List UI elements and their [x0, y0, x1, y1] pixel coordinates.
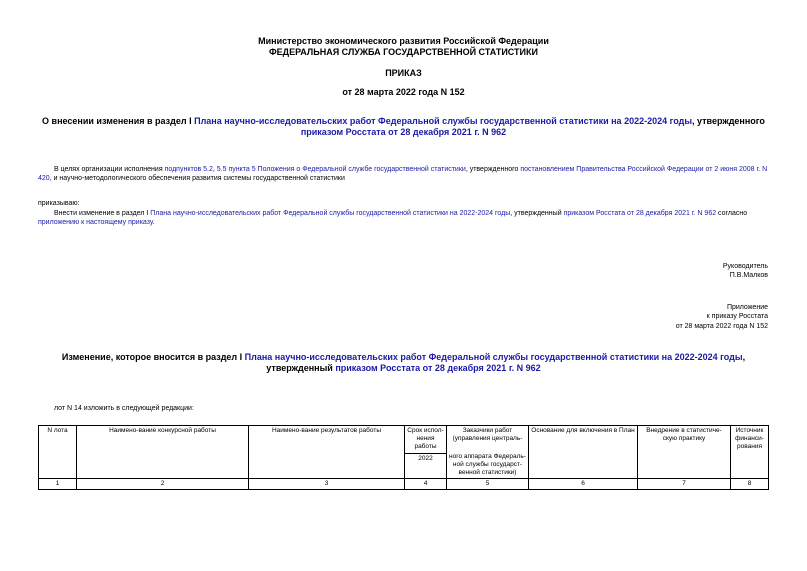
header-customers-text: Заказчики работ (управления централь-	[452, 427, 523, 442]
preamble-resolution-link[interactable]: постановлением Правительства Российской Федерации от 2 июня 2008 г. N 420	[38, 166, 768, 182]
column-number: 8	[731, 479, 769, 490]
title-order-link[interactable]: приказом Росстата от 28 декабря 2021 г. N 962	[300, 127, 507, 137]
service-name: ФЕДЕРАЛЬНАЯ СЛУЖБА ГОСУДАРСТВЕННОЙ СТАТИСТИКИ	[269, 47, 538, 57]
order-text-2: , утвержденный	[510, 210, 564, 217]
preamble-text-3: , и научно-методологического обеспечения развития системы государственной статистики	[49, 175, 345, 182]
appendix-line-2: к приказу Росстата	[706, 313, 768, 320]
header-customers-cont: ного аппарата Федераль-ной службы государст-венной статистики)	[449, 453, 526, 476]
header-deadline-text: Срок испол-нения работы	[407, 427, 444, 450]
change-title-mid: ,	[742, 352, 746, 362]
order-appendix-link[interactable]: приложению к настоящему приказу	[38, 219, 153, 226]
title-plan-link[interactable]: Плана научно-исследовательских работ Федеральной службы государственной статистики на 2022-2024 годы	[194, 116, 693, 126]
preamble-regulation-link[interactable]: подпунктов 5.2, 5.5 пункта 5 Положения о Федеральной службе государственной статистики	[164, 166, 466, 173]
header-customers	[447, 426, 529, 479]
lot-note: лот N 14 изложить в следующей редакции:	[54, 405, 194, 412]
change-title-order-link[interactable]: приказом Росстата от 28 декабря 2021 г. N 962	[335, 363, 541, 373]
appendix-line-1: Приложение	[726, 304, 768, 311]
table-header-row	[39, 426, 769, 479]
title-prefix: О внесении изменения в раздел I	[42, 116, 195, 126]
order-text-4: .	[152, 219, 155, 226]
column-number: 5	[447, 479, 529, 490]
column-number: 2	[77, 479, 249, 490]
preamble-text-1: В целях организации исполнения	[54, 166, 165, 173]
signature-name: П.В.Малков	[729, 272, 768, 279]
document-title	[40, 116, 767, 138]
header-basis: Основание для включения в План	[529, 426, 638, 479]
header-deadline	[405, 426, 447, 479]
change-title	[40, 352, 767, 374]
column-number: 7	[638, 479, 731, 490]
order-paragraph	[38, 209, 770, 227]
document-type: ПРИКАЗ	[385, 68, 422, 78]
title-mid: , утвержденного	[692, 116, 765, 126]
table-row	[39, 479, 769, 490]
document-date-number: от 28 марта 2022 года N 152	[342, 87, 465, 97]
signature-role: Руководитель	[722, 263, 768, 270]
header-implementation: Внедрение в статистиче-скую практику	[638, 426, 731, 479]
order-rosstat-link[interactable]: приказом Росстата от 28 декабря 2021 г. N 962	[563, 210, 717, 217]
column-number: 1	[39, 479, 77, 490]
header-year: 2022	[405, 453, 446, 465]
preamble-paragraph	[38, 165, 770, 183]
appendix-line-3: от 28 марта 2022 года N 152	[675, 323, 768, 330]
preamble-text-2: , утвержденного	[465, 166, 521, 173]
header-lot-number: N лота	[39, 426, 77, 479]
column-number: 3	[249, 479, 405, 490]
header-funding-source: Источник финанси-рования	[731, 426, 769, 479]
change-title-line2: утвержденный	[266, 363, 336, 373]
order-text-1: Внести изменение в раздел I	[54, 210, 151, 217]
header-result-name: Наимено-вание результатов работы	[249, 426, 405, 479]
order-plan-link[interactable]: Плана научно-исследовательских работ Федеральной службы государственной статистики на 2022-2024 годы	[150, 210, 511, 217]
change-title-plan-link[interactable]: Плана научно-исследовательских работ Федеральной службы государственной статистики на 2022-2024 годы	[244, 352, 743, 362]
column-number: 4	[405, 479, 447, 490]
ministry-name: Министерство экономического развития Российской Федерации	[258, 36, 549, 46]
header-work-name: Наимено-вание конкурсной работы	[77, 426, 249, 479]
order-word: приказываю:	[38, 200, 80, 207]
change-title-prefix: Изменение, которое вносится в раздел I	[61, 352, 245, 362]
plan-table	[38, 425, 769, 490]
column-number: 6	[529, 479, 638, 490]
order-text-3: согласно	[716, 210, 748, 217]
